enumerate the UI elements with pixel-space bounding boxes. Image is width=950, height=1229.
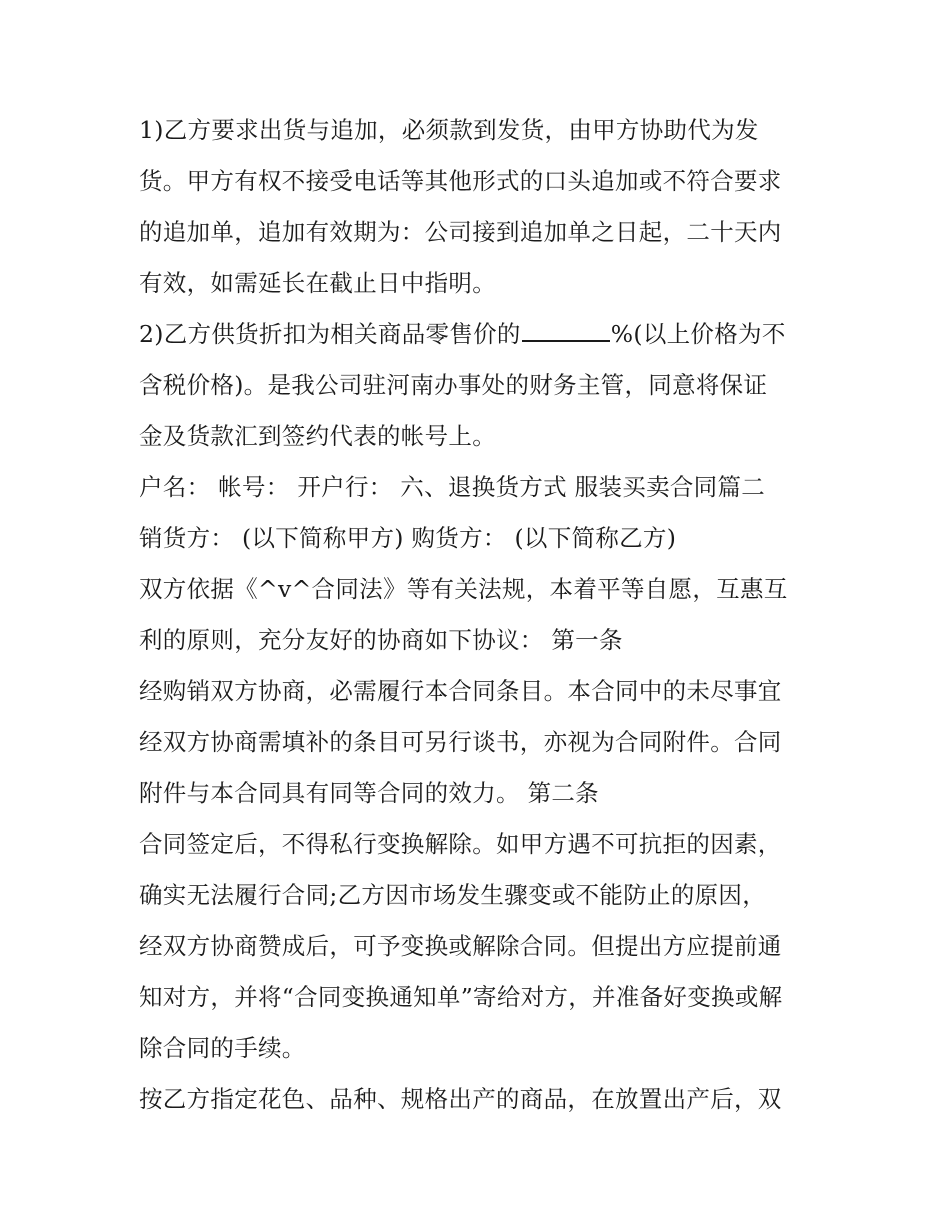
- text-line: 金及货款汇到签约代表的帐号上。: [139, 422, 496, 450]
- text-line: 除合同的手续。: [139, 1034, 306, 1062]
- text-line: 经双方协商赞成后，可予变换或解除合同。但提出方应提前通: [139, 932, 782, 960]
- text-segment: 2)乙方供货折扣为相关商品零售价的: [139, 320, 521, 348]
- text-line: 户名： 帐号： 开户行： 六、退换货方式 服装买卖合同篇二: [139, 473, 766, 501]
- text-line: 附件与本合同具有同等合同的效力。 第二条: [139, 779, 599, 807]
- text-line: 货。甲方有权不接受电话等其他形式的口头追加或不符合要求: [139, 167, 782, 195]
- text-line: 合同签定后，不得私行变换解除。如甲方遇不可抗拒的因素，: [139, 830, 782, 858]
- document-body: [139, 110, 819, 1130]
- text-line: 1)乙方要求出货与追加，必须款到发货，由甲方协助代为发: [139, 116, 759, 144]
- text-line: 的追加单，追加有效期为：公司接到追加单之日起，二十天内: [139, 218, 782, 246]
- text-line: 含税价格)。是我公司驻河南办事处的财务主管，同意将保证: [139, 371, 768, 399]
- text-line: 利的原则，充分友好的协商如下协议： 第一条: [139, 626, 623, 654]
- text-line: 经购销双方协商，必需履行本合同条目。本合同中的未尽事宜: [139, 677, 782, 705]
- text-line: 销货方： (以下简称甲方) 购货方： (以下简称乙方): [139, 524, 677, 552]
- text-line: 有效，如需延长在截止日中指明。: [139, 269, 496, 297]
- text-line: 按乙方指定花色、品种、规格出产的商品，在放置出产后，双: [139, 1085, 782, 1113]
- text-line: 知对方，并将“合同变换通知单”寄给对方，并准备好变换或解: [139, 983, 783, 1011]
- text-line: 双方依据《^v^合同法》等有关法规，本着平等自愿，互惠互: [139, 575, 788, 603]
- text-line: 经双方协商需填补的条目可另行谈书，亦视为合同附件。合同: [139, 728, 782, 756]
- text-segment: %(以上价格为不: [610, 320, 786, 348]
- text-line-with-blank: [139, 314, 819, 365]
- fill-in-blank: [522, 318, 610, 342]
- text-line: 确实无法履行合同;乙方因市场发生骤变或不能防止的原因，: [139, 881, 767, 909]
